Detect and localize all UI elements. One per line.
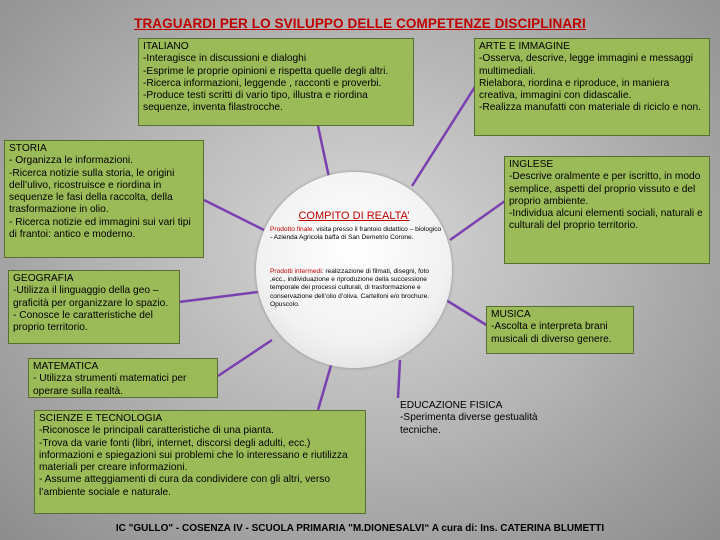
list-item: -Realizza manufatti con materiale di riciclo e non. — [479, 102, 701, 114]
intermedi-text: : realizzazione di filmati, disegni, foto ,ecc., individuazione e riproduzione della successione temporale dei processi culturali, di trasformazione e conservazione dell’olio d’oliva. Cartelloni e/o brochure. Opuscolo. — [270, 268, 430, 308]
list-item: -Ricerca notizie sulla storia, le origini dell’ulivo, ricostruisce e riordina in sequenze le fasi della raccolta, della trasformazione in olio. — [9, 167, 175, 216]
box-inglese-heading: INGLESE — [509, 159, 554, 170]
box-arte-heading: ARTE E IMMAGINE — [479, 41, 570, 52]
page-title: TRAGUARDI PER LO SVILUPPO DELLE COMPETENZE DISCIPLINARI — [134, 16, 586, 31]
connector-geografia — [179, 292, 258, 302]
box-scienze-heading: SCIENZE E TECNOLOGIA — [39, 413, 163, 424]
list-item: -Produce testi scritti di vario tipo, illustra e riordina sequenze, inventa filastrocche. — [143, 90, 368, 114]
footer-credits: IC "GULLO" - COSENZA IV - SCUOLA PRIMARIA "M.DIONESALVI“ A cura di: Ins. CATERINA BLUMETTI — [115, 523, 605, 534]
connector-arte — [412, 82, 478, 186]
box-musica-heading: MUSICA — [491, 309, 531, 320]
list-item: - Utilizza strumenti matematici per operare sulla realtà. — [33, 373, 187, 397]
prodotto-finale — [270, 226, 442, 242]
list-item: -Utilizza il linguaggio della geo – graficità per organizzare lo spazio. — [13, 285, 169, 309]
list-item: -Interagisce in discussioni e dialoghi — [143, 53, 307, 65]
prodotto-label: Prodotto finale — [270, 226, 313, 233]
box-storia-heading: STORIA — [9, 143, 47, 154]
list-item: -Esprime le proprie opinioni e rispetta quelle degli altri. — [143, 65, 389, 77]
list-item: -Osserva, descrive, legge immagini e messaggi multimediali. — [479, 53, 694, 77]
list-item: Rielabora, riordina e riproduce, in maniera creativa, immagini con didascalie. — [479, 77, 670, 102]
list-item: -Ricerca informazioni, leggende , racconti e proverbi. — [143, 77, 382, 89]
box-matematica-heading: MATEMATICA — [33, 361, 99, 372]
box-geografia-heading: GEOGRAFIA — [13, 273, 74, 284]
box-scienze — [34, 410, 366, 514]
connector-musica — [446, 300, 488, 326]
prodotti-intermedi — [270, 268, 446, 309]
box-italiano-heading: ITALIANO — [143, 41, 189, 52]
intermedi-label: Prodotti intermedi — [270, 268, 322, 275]
list-item: -Sperimenta diverse gestualità tecniche. — [400, 412, 538, 436]
list-item: - Assume atteggiamenti di cura da condividere con gli altri, verso l’ambiente sociale e naturale. — [39, 474, 331, 498]
connector-scienze — [318, 362, 332, 410]
list-item: -Individua alcuni elementi sociali, naturali e culturali del proprio territorio. — [509, 208, 703, 232]
list-item: - Conosce le caratteristiche del proprio territorio. — [13, 309, 153, 334]
list-item: -Riconosce le principali caratteristiche di una pianta. — [39, 425, 274, 437]
list-item: - Ricerca notizie ed immagini sui vari tipi di frantoi: antico e moderno. — [9, 216, 191, 241]
connector-educazione — [398, 360, 400, 398]
box-musica — [486, 306, 634, 354]
box-italiano — [138, 38, 414, 126]
list-item: - Organizza le informazioni. — [9, 155, 133, 167]
box-geografia — [8, 270, 180, 344]
box-educazione-fisica — [400, 400, 560, 437]
list-item: -Descrive oralmente e per iscritto, in modo semplice, aspetti del proprio vissuto e del proprio ambiente. — [509, 171, 701, 207]
center-title: COMPITO DI REALTA’ — [298, 210, 410, 222]
box-arte — [474, 38, 710, 136]
box-matematica — [28, 358, 218, 398]
box-educazione-heading: EDUCAZIONE FISICA — [400, 400, 503, 411]
connector-italiano — [318, 126, 330, 182]
list-item: -Ascolta e interpreta brani musicali di diverso genere. — [491, 321, 612, 345]
list-item: -Trova da varie fonti (libri, internet, discorsi degli adulti, ecc.) informazioni e spiegazioni sui problemi che lo interessano e riutilizza materiali per creare informazioni. — [39, 437, 348, 474]
box-storia — [4, 140, 204, 258]
connector-matematica — [218, 340, 272, 376]
connector-storia — [204, 200, 264, 230]
box-inglese — [504, 156, 710, 264]
connector-inglese — [450, 196, 512, 240]
prodotto-text: . visita presso il frantoio didattico – biologico - Azienda Agricola baffa di San Demetrio Corone. — [270, 226, 442, 242]
